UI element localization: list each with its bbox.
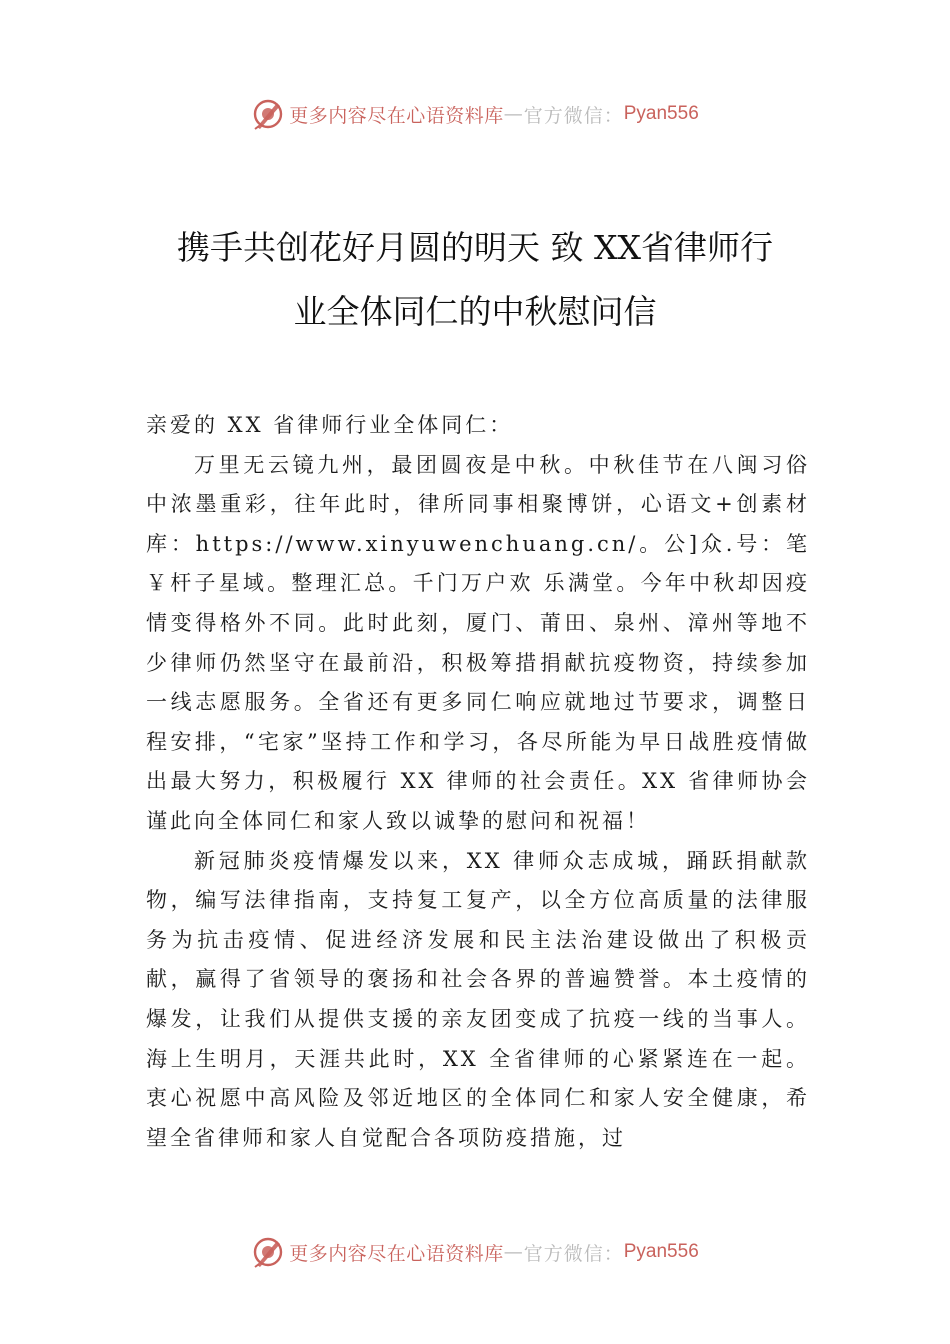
banner-wechat-label: 官方微信： [523, 1242, 624, 1265]
paragraph: 万里无云镜九州，最团圆夜是中秋。中秋佳节在八闽习俗中浓墨重彩，往年此时，律所同事相聚博饼，心语文+创素材库：https://www.xinyuwenchuang.cn/。公]众.号：笔￥杆子星域。整理汇总。千门万户欢 乐满堂。今年中秋却因疫情变得格外不同。此时此刻，厦门、莆田、泉州、漳州等地不少律师仍然坚守在最前沿，积极筹措捐献抗疫物资，持续参加一线志愿服务。全省还有更多同仁响应就地过节要求，调整日程安排，“宅家”坚持工作和学习，各尽所能为早日战胜疫情做出最大努力，积极履行 XX 律师的社会责任。XX 省律师协会谨此向全体同仁和家人致以诚挚的慰问和祝福！ [146, 452, 810, 833]
footer-banner [0, 1232, 950, 1272]
banner-wechat-id: Pyan556 [623, 1241, 699, 1262]
banner-dash: — [503, 1241, 524, 1263]
banner-ad-text: 更多内容尽在心语资料库 [289, 104, 504, 127]
document-body [146, 406, 810, 1158]
title-line-2: 业全体同仁的中秋慰问信 [293, 292, 657, 331]
banner-wechat-label: 官方微信： [523, 104, 624, 127]
salutation: 亲爱的 XX 省律师行业全体同仁： [146, 413, 514, 437]
pen-logo-icon [251, 97, 285, 131]
paragraph: 新冠肺炎疫情爆发以来，XX 律师众志成城，踊跃捐献款物，编写法律指南，支持复工复产，以全方位高质量的法律服务为抗击疫情、促进经济发展和民主法治建设做出了积极贡献，赢得了省领导的褒扬和社会各界的普遍赞誉。本土疫情的爆发，让我们从提供支援的亲友团变成了抗疫一线的当事人。海上生明月，天涯共此时，XX 全省律师的心紧紧连在一起。衷心祝愿中高风险及邻近地区的全体同仁和家人安全健康，希望全省律师和家人自觉配合各项防疫措施，过 [146, 848, 810, 1150]
banner-wechat-id: Pyan556 [623, 103, 699, 124]
document-title [100, 216, 850, 344]
banner-ad-text: 更多内容尽在心语资料库 [289, 1242, 504, 1265]
banner-dash: — [503, 103, 524, 125]
title-line-1: 携手共创花好月圆的明天 致 XX省律师行 [177, 228, 773, 267]
pen-logo-icon [251, 1235, 285, 1269]
header-banner [0, 94, 950, 134]
